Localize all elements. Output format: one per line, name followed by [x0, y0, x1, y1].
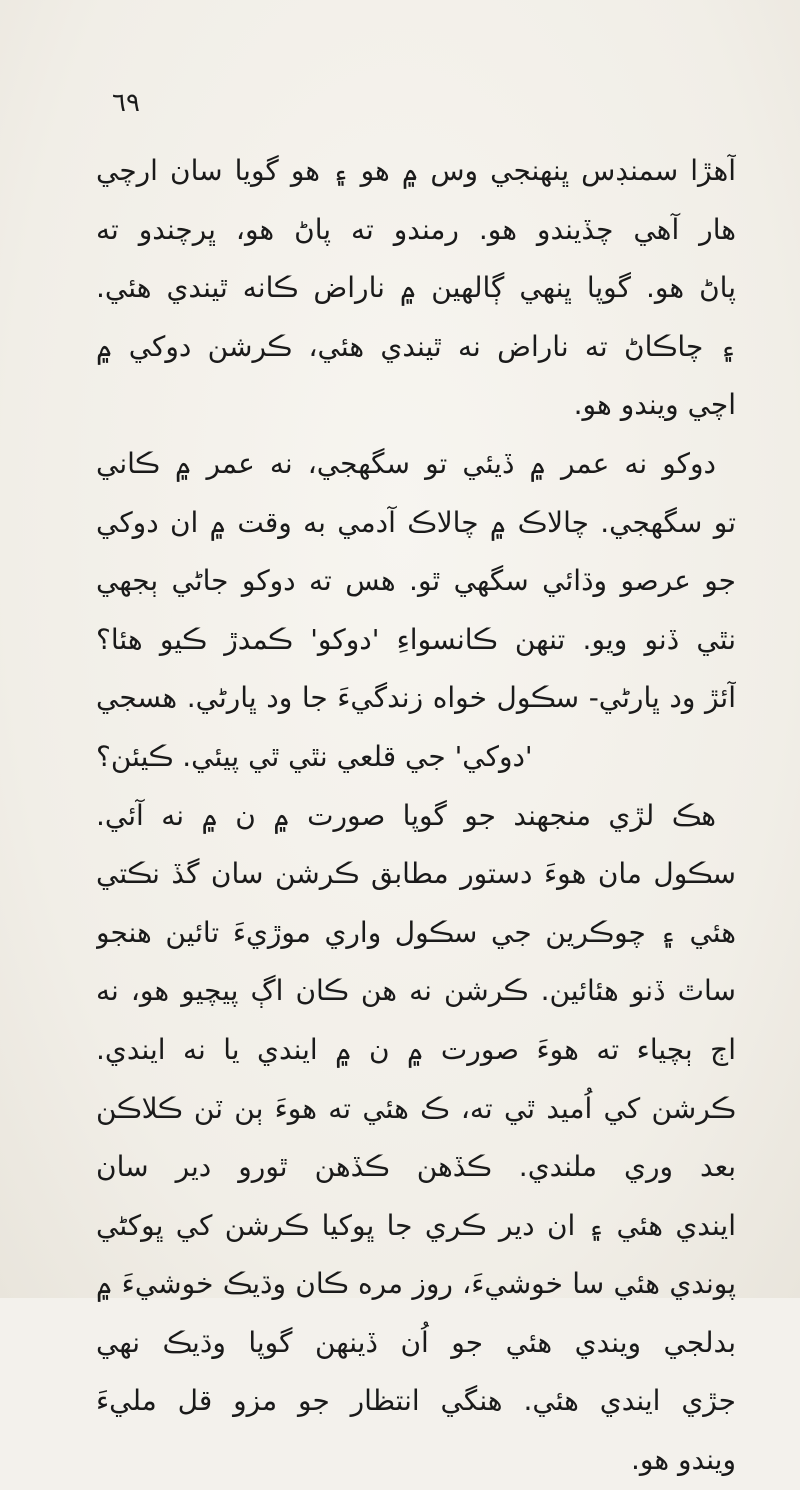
text-line: بدلجي ويندي هئي جو اُن ڏينهن گوپا وڌيڪ نهي — [96, 1325, 736, 1359]
text-line: جڙي ايندي هئي. هنگي انتظار جو مزو قل مليءَ — [96, 1384, 736, 1418]
text-line: هڪ لڙي منجهند جو گوپا صورت ۾ ن ۾ نه آئي. — [96, 798, 716, 832]
text-line: بعد وري ملندي. ڪڏهن ڪڏهن ٿورو دير سان — [96, 1150, 736, 1184]
text-line: هئي ۽ چوڪرين جي سڪول واري موڙيءَ تائين هنجو — [96, 915, 736, 949]
text-line: پوندي هئي سا خوشيءَ، روز مره ڪان وڌيڪ خوشيءَ ۾ — [96, 1267, 736, 1301]
text-line: جو عرصو وڌائي سگهي ٿو. هس ته دوکو جاڻي ٻجهي — [96, 564, 736, 598]
text-line: ايندي هئي ۽ ان دير ڪري جا ڀوکيا ڪرشن کي ڀوکڻي — [96, 1208, 736, 1242]
text-line: سڪول مان هوءَ دستور مطابق ڪرشن سان گڏ نڪتي — [96, 857, 736, 891]
text-line: ويندو هو. — [630, 1443, 736, 1477]
text-line: ڪرشن کي اُميد ٿي ته، ڪ هئي ته هوءَ ٻن ٽن ڪلاڪن — [96, 1091, 736, 1125]
text-line: تو سگهجي. چالاڪ ۾ چالاڪ آدمي به وقت ۾ ان دوکي — [96, 505, 736, 539]
text-line: نٿي ڏنو ويو. تنهن ڪانسواءِ 'دوکو' ڪمدڙ ڪيو هئا؟ — [96, 622, 736, 656]
text-line: دوکو نه عمر ۾ ڏيئي تو سگهجي، نه عمر ۾ ڪاني — [96, 446, 716, 480]
text-line: ۽ چاڪاڻ ته ناراض نه ٿيندي هئي، ڪرشن دوکي ۾ — [96, 329, 736, 363]
text-line: ساٿ ڏنو هئائين. ڪرشن نه هن ڪان اڳ پيچيو هو، نه — [96, 974, 736, 1008]
text-line: پاڻ هو. گوپا ڀنهي ڳالهين ۾ ناراض ڪانه ٿيندي هئي. — [96, 271, 736, 305]
text-line: اڄ ٻچياء ته هوءَ صورت ۾ ن ۾ ايندي يا نه ايندي. — [96, 1032, 736, 1066]
body-text — [96, 142, 736, 1490]
text-line: هار آهي چڏيندو هو. رمندو ته پاڻ هو، ڀرچندو ته — [96, 212, 736, 246]
text-line: 'دوکي' جي قلعي نٿي ٿي پيئي. ڪيئن؟ — [96, 739, 533, 773]
text-line: اچي ويندو هو. — [573, 388, 736, 422]
page-number: ٦٩ — [112, 88, 140, 118]
text-line: آهڙا سمنڊس ڀنهنجي وس ۾ هو ۽ هو گويا سان ارچي — [96, 154, 736, 187]
text-line: آئڙ ود ڀارڻي- سڪول خواه زندگيءَ جا ود ڀارڻي. هسجي — [96, 681, 736, 715]
